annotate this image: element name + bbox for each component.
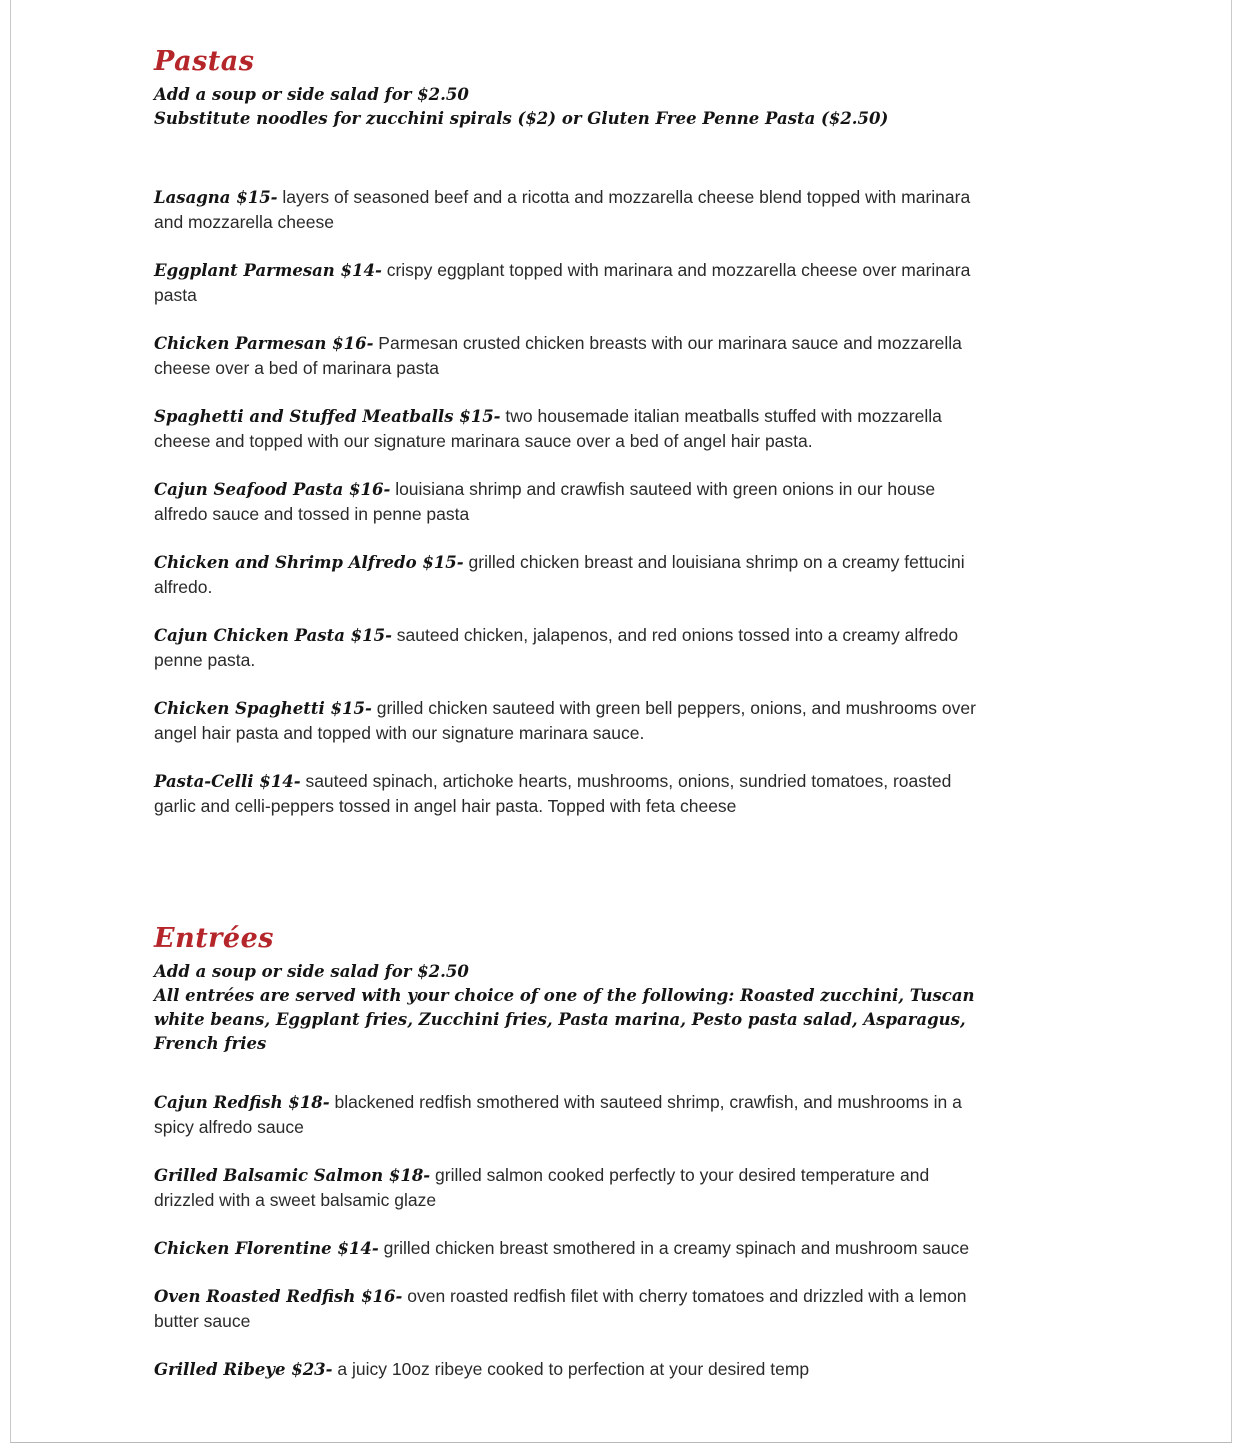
section-entrees — [154, 923, 981, 1382]
menu-item-description: louisiana shrimp and crawfish sauteed with green onions in our house alfredo sauce and tossed in penne pasta — [154, 479, 936, 524]
menu-content — [11, 0, 1101, 1442]
menu-item-name: Eggplant Parmesan $14- — [154, 261, 382, 280]
section-title-pastas: Pastas — [154, 46, 255, 77]
menu-item-name: Cajun Redfish $18- — [154, 1093, 330, 1112]
menu-item-name: Chicken and Shrimp Alfredo $15- — [154, 553, 464, 572]
menu-item — [154, 404, 981, 454]
section-pastas — [154, 46, 981, 819]
menu-item-name: Pasta-Celli $14- — [154, 772, 301, 791]
menu-item-description: oven roasted redfish filet with cherry tomatoes and drizzled with a lemon butter sauce — [154, 1286, 967, 1331]
section-notes-pastas — [154, 83, 981, 131]
section-note: Add a soup or side salad for $2.50 — [154, 85, 469, 104]
menu-item-description: grilled chicken breast smothered in a creamy spinach and mushroom sauce — [378, 1238, 970, 1258]
section-note: All entrées are served with your choice of one of the following: Roasted zucchini, Tuscan white beans, Eggplant fries, Zucchini fries, Pasta marina, Pesto pasta salad, Asparagus, French fries — [154, 986, 975, 1053]
menu-item — [154, 550, 981, 600]
menu-item — [154, 1284, 981, 1334]
menu-item-description: grilled chicken breast and louisiana shrimp on a creamy fettucini alfredo. — [154, 552, 965, 597]
menu-item-name: Oven Roasted Redfish $16- — [154, 1287, 403, 1306]
menu-item-name: Chicken Parmesan $16- — [154, 334, 374, 353]
menu-item — [154, 623, 981, 673]
menu-item — [154, 258, 981, 308]
menu-items-pastas — [154, 185, 981, 819]
menu-item-description: Parmesan crusted chicken breasts with our marinara sauce and mozzarella cheese over a bed of marinara pasta — [154, 333, 962, 378]
menu-item — [154, 185, 981, 235]
menu-item-description: two housemade italian meatballs stuffed with mozzarella cheese and topped with our signature marinara sauce over a bed of angel hair pasta. — [154, 406, 942, 451]
menu-item — [154, 696, 981, 746]
menu-item — [154, 1236, 981, 1261]
menu-item — [154, 1163, 981, 1213]
menu-item — [154, 1090, 981, 1140]
menu-item-description: blackened redfish smothered with sauteed shrimp, crawfish, and mushrooms in a spicy alfredo sauce — [154, 1092, 962, 1137]
menu-item-description: layers of seasoned beef and a ricotta and mozzarella cheese blend topped with marinara and mozzarella cheese — [154, 187, 971, 232]
menu-item-description: a juicy 10oz ribeye cooked to perfection at your desired temp — [332, 1359, 810, 1379]
menu-item-name: Chicken Spaghetti $15- — [154, 699, 372, 718]
menu-item — [154, 477, 981, 527]
menu-item-description: grilled chicken sauteed with green bell peppers, onions, and mushrooms over angel hair pasta and topped with our signature marinara sauce. — [154, 698, 976, 743]
menu-item-description: sauteed chicken, jalapenos, and red onions tossed into a creamy alfredo penne pasta. — [154, 625, 959, 670]
menu-item-name: Spaghetti and Stuffed Meatballs $15- — [154, 407, 501, 426]
menu-item-name: Grilled Balsamic Salmon $18- — [154, 1166, 431, 1185]
section-title-entrees: Entrées — [154, 923, 274, 954]
menu-item-description: crispy eggplant topped with marinara and mozzarella cheese over marinara pasta — [154, 260, 971, 305]
menu-item-description: sauteed spinach, artichoke hearts, mushrooms, onions, sundried tomatoes, roasted garlic and celli-peppers tossed in angel hair pasta. Topped with feta cheese — [154, 771, 952, 816]
menu-item — [154, 1357, 981, 1382]
menu-item-name: Lasagna $15- — [154, 188, 278, 207]
menu-item-name: Cajun Seafood Pasta $16- — [154, 480, 391, 499]
menu-item — [154, 769, 981, 819]
menu-page — [10, 0, 1232, 1443]
section-note: Add a soup or side salad for $2.50 — [154, 962, 469, 981]
menu-item — [154, 331, 981, 381]
menu-item-description: grilled salmon cooked perfectly to your desired temperature and drizzled with a sweet balsamic glaze — [154, 1165, 930, 1210]
section-note: Substitute noodles for zucchini spirals ($2) or Gluten Free Penne Pasta ($2.50) — [154, 109, 889, 128]
menu-item-name: Cajun Chicken Pasta $15- — [154, 626, 392, 645]
menu-item-name: Chicken Florentine $14- — [154, 1239, 379, 1258]
menu-item-name: Grilled Ribeye $23- — [154, 1360, 333, 1379]
section-notes-entrees — [154, 960, 981, 1056]
menu-items-entrees — [154, 1090, 981, 1382]
